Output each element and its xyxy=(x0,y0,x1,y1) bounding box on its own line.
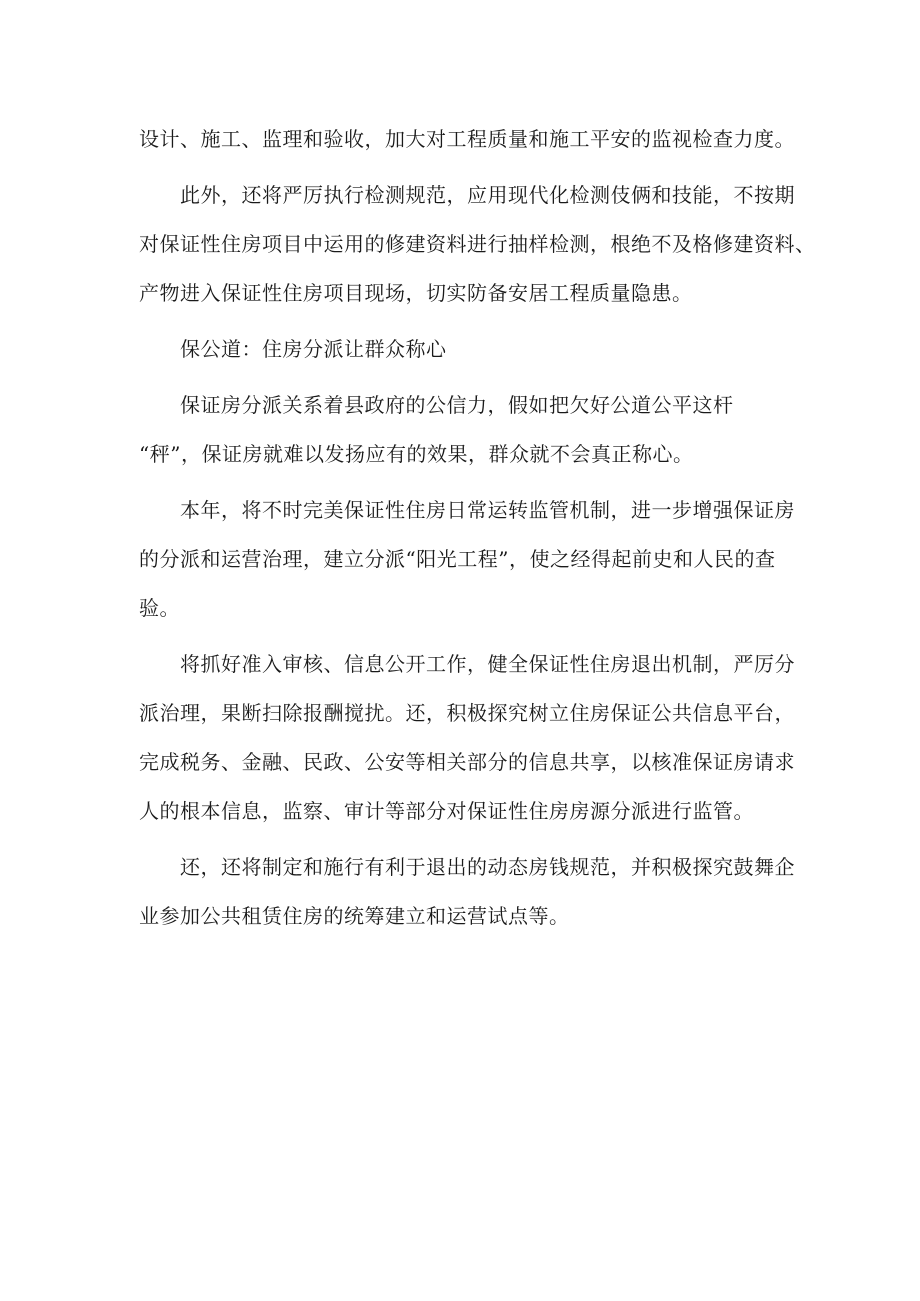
paragraph-line: 人的根本信息，监察、审计等部分对保证性住房房源分派进行监管。 xyxy=(139,799,754,823)
paragraph-line: 对保证性住房项目中运用的修建资料进行抽样检测，根绝不及格修建资料、 xyxy=(139,232,816,256)
paragraph-line: 完成税务、金融、民政、公安等相关部分的信息共享，以核准保证房请求 xyxy=(139,750,795,774)
paragraph-line: 设计、施工、监理和验收，加大对工程质量和施工平安的监视检查力度。 xyxy=(139,127,795,151)
paragraph-line: 还，还将制定和施行有利于退出的动态房钱规范，并积极探究鼓舞企 xyxy=(180,855,795,879)
section-heading: 保公道：住房分派让群众称心 xyxy=(180,337,447,361)
document-body xyxy=(139,124,816,950)
paragraph-line: 的分派和运营治理，建立分派“阳光工程”，使之经得起前史和人民的查 xyxy=(139,547,776,571)
paragraph-line: 派治理，果断扫除报酬搅扰。还，积极探究树立住房保证公共信息平台， xyxy=(139,701,795,725)
paragraph-line: 验。 xyxy=(139,596,180,620)
paragraph-line: 业参加公共租赁住房的统筹建立和运营试点等。 xyxy=(139,904,570,928)
paragraph-line: 此外，还将严厉执行检测规范，应用现代化检测伎俩和技能，不按期 xyxy=(180,183,795,207)
paragraph-line: “秤”，保证房就难以发扬应有的效果，群众就不会真正称心。 xyxy=(139,442,694,466)
paragraph-line: 产物进入保证性住房项目现场，切实防备安居工程质量隐患。 xyxy=(139,281,693,305)
paragraph-line: 保证房分派关系着县政府的公信力，假如把欠好公道公平这杆 xyxy=(180,393,734,417)
paragraph-line: 本年，将不时完美保证性住房日常运转监管机制，进一步增强保证房 xyxy=(180,498,795,522)
paragraph-line: 将抓好准入审核、信息公开工作，健全保证性住房退出机制，严厉分 xyxy=(180,652,795,676)
